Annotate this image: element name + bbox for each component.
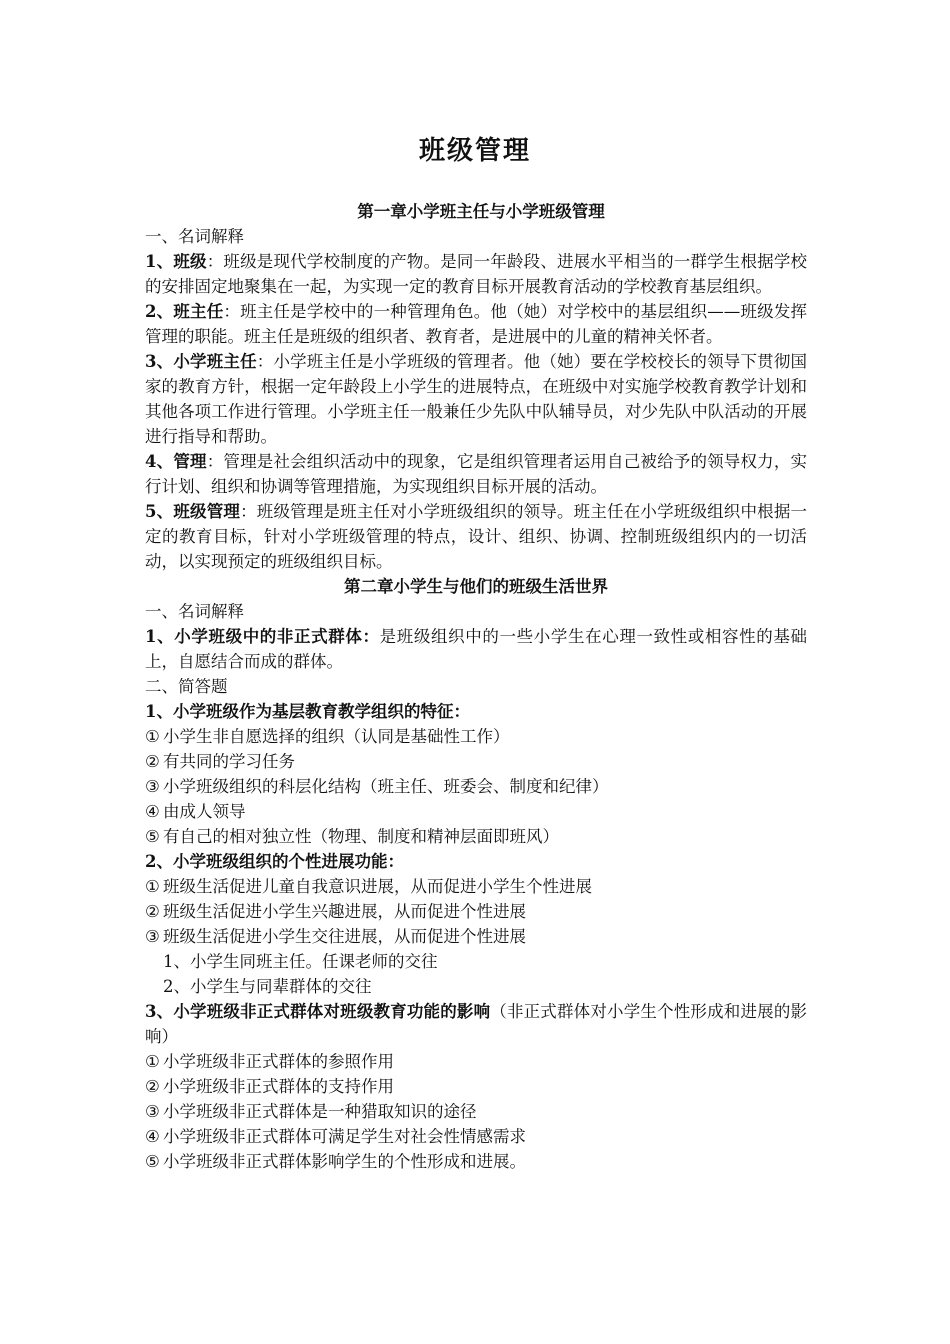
definition-term: 1、小学班级中的非正式群体： xyxy=(145,627,380,646)
list-marker: ⑤ xyxy=(145,1152,160,1171)
definition-number: 1、 xyxy=(145,252,174,271)
definition-term: 班主任 xyxy=(173,302,224,321)
definition-colon: ： xyxy=(256,352,274,371)
definition-number: 5、 xyxy=(145,502,174,521)
list-item xyxy=(145,724,807,749)
definition-term: 班级管理 xyxy=(173,502,241,521)
definition-number: 4、 xyxy=(145,452,174,471)
chapter-2-section-1-heading: 一、名词解释 xyxy=(145,602,244,621)
chapter-2-title: 第二章小学生与他们的班级生活世界 xyxy=(344,577,608,596)
list-item-text: 班级生活促进儿童自我意识进展，从而促进小学生个性进展 xyxy=(163,877,592,896)
list-item-text: 小学班级非正式群体是一种猎取知识的途径 xyxy=(163,1102,477,1121)
list-item xyxy=(145,774,807,799)
list-marker: ② xyxy=(145,902,160,921)
list-item xyxy=(145,899,807,924)
definition-item xyxy=(145,449,807,499)
definition-text: 班级是现代学校制度的产物。是同一年龄段、进展水平相当的一群学生根据学校的安排固定地聚集在一起，为实现一定的教育目标开展教育活动的学校教育基层组织。 xyxy=(145,252,808,296)
list-marker: ③ xyxy=(145,777,160,796)
definition-text: 班主任是学校中的一种管理角色。他（她）对学校中的基层组织——班级发挥管理的职能。班主任是班级的组织者、教育者，是进展中的儿童的精神关怀者。 xyxy=(145,302,808,346)
question-3-heading-paren: （非正式群体对小学生个性形成和进展的影响） xyxy=(145,1002,808,1046)
list-item-text: 小学生非自愿选择的组织（认同是基础性工作） xyxy=(163,727,510,746)
list-item-text: 小学班级非正式群体可满足学生对社会性情感需求 xyxy=(163,1127,526,1146)
definition-number: 3、 xyxy=(145,352,174,371)
question-3-heading xyxy=(145,999,807,1049)
list-marker: ④ xyxy=(145,802,160,821)
list-marker: ① xyxy=(145,1052,160,1071)
definition-colon: ： xyxy=(206,252,224,271)
question-1-heading: 1、小学班级作为基层教育教学组织的特征： xyxy=(145,702,470,721)
list-item-text: 有共同的学习任务 xyxy=(163,752,295,771)
definition-text: 管理是社会组织活动中的现象，它是组织管理者运用自己被给予的领导权力，实行计划、组织和协调等管理措施，为实现组织目标开展的活动。 xyxy=(145,452,808,496)
list-item xyxy=(145,1049,807,1074)
list-item xyxy=(145,1099,807,1124)
definition-item xyxy=(145,624,807,674)
chapter-1-title: 第一章小学班主任与小学班级管理 xyxy=(357,202,605,221)
list-marker: ⑤ xyxy=(145,827,160,846)
definition-number: 2、 xyxy=(145,302,174,321)
definition-item xyxy=(145,299,807,349)
sub-list-item: 2、小学生与同辈群体的交往 xyxy=(163,977,372,996)
list-item xyxy=(145,799,807,824)
definition-text: 班级管理是班主任对小学班级组织的领导。班主任在小学班级组织中根据一定的教育目标，针对小学班级管理的特点，设计、组织、协调、控制班级组织内的一切活动，以实现预定的班级组织目标。 xyxy=(145,502,808,571)
list-marker: ② xyxy=(145,752,160,771)
chapter-1-section-heading: 一、名词解释 xyxy=(145,227,244,246)
list-item-text: 班级生活促进小学生兴趣进展，从而促进个性进展 xyxy=(163,902,526,921)
list-item xyxy=(145,749,807,774)
list-item-text: 由成人领导 xyxy=(163,802,246,821)
definition-item xyxy=(145,349,807,449)
chapter-2-section-2-heading: 二、简答题 xyxy=(145,677,228,696)
definition-term: 小学班主任 xyxy=(173,352,257,371)
list-marker: ④ xyxy=(145,1127,160,1146)
definition-text: 小学班主任是小学班级的管理者。他（她）要在学校校长的领导下贯彻国家的教育方针，根据一定年龄段上小学生的进展特点，在班级中对实施学校教育教学计划和其他各项工作进行管理。小学班主任一般兼任少先队中队辅导员，对少先队中队活动的开展进行指导和帮助。 xyxy=(145,352,808,446)
list-item-text: 有自己的相对独立性（物理、制度和精神层面即班风） xyxy=(163,827,559,846)
question-3-heading-bold: 3、小学班级非正式群体对班级教育功能的影响 xyxy=(145,1002,491,1021)
list-item-text: 小学班级非正式群体影响学生的个性形成和进展。 xyxy=(163,1152,526,1171)
list-marker: ① xyxy=(145,877,160,896)
list-item-text: 小学班级非正式群体的参照作用 xyxy=(163,1052,394,1071)
list-item xyxy=(145,924,807,949)
list-marker: ③ xyxy=(145,1102,160,1121)
list-item xyxy=(145,874,807,899)
list-item-text: 小学班级组织的科层化结构（班主任、班委会、制度和纪律） xyxy=(163,777,609,796)
list-item-text: 班级生活促进小学生交往进展，从而促进个性进展 xyxy=(163,927,526,946)
list-item-text: 小学班级非正式群体的支持作用 xyxy=(163,1077,394,1096)
question-2-heading: 2、小学班级组织的个性进展功能： xyxy=(145,852,404,871)
sub-list-item: 1、小学生同班主任。任课老师的交往 xyxy=(163,952,438,971)
definition-text: 是班级组织中的一些小学生在心理一致性或相容性的基础上，自愿结合而成的群体。 xyxy=(145,627,808,671)
definition-item xyxy=(145,499,807,574)
list-marker: ① xyxy=(145,727,160,746)
list-item xyxy=(145,824,807,849)
definition-term: 管理 xyxy=(173,452,207,471)
definition-term: 班级 xyxy=(173,252,207,271)
document-body xyxy=(145,199,807,1174)
definition-colon: ： xyxy=(223,302,241,321)
list-marker: ③ xyxy=(145,927,160,946)
list-item xyxy=(145,1149,807,1174)
list-item xyxy=(145,1074,807,1099)
definition-item xyxy=(145,249,807,299)
list-marker: ② xyxy=(145,1077,160,1096)
list-item xyxy=(145,1124,807,1149)
definition-colon: ： xyxy=(240,502,257,521)
document-title: 班级管理 xyxy=(418,136,531,166)
definition-colon: ： xyxy=(206,452,224,471)
